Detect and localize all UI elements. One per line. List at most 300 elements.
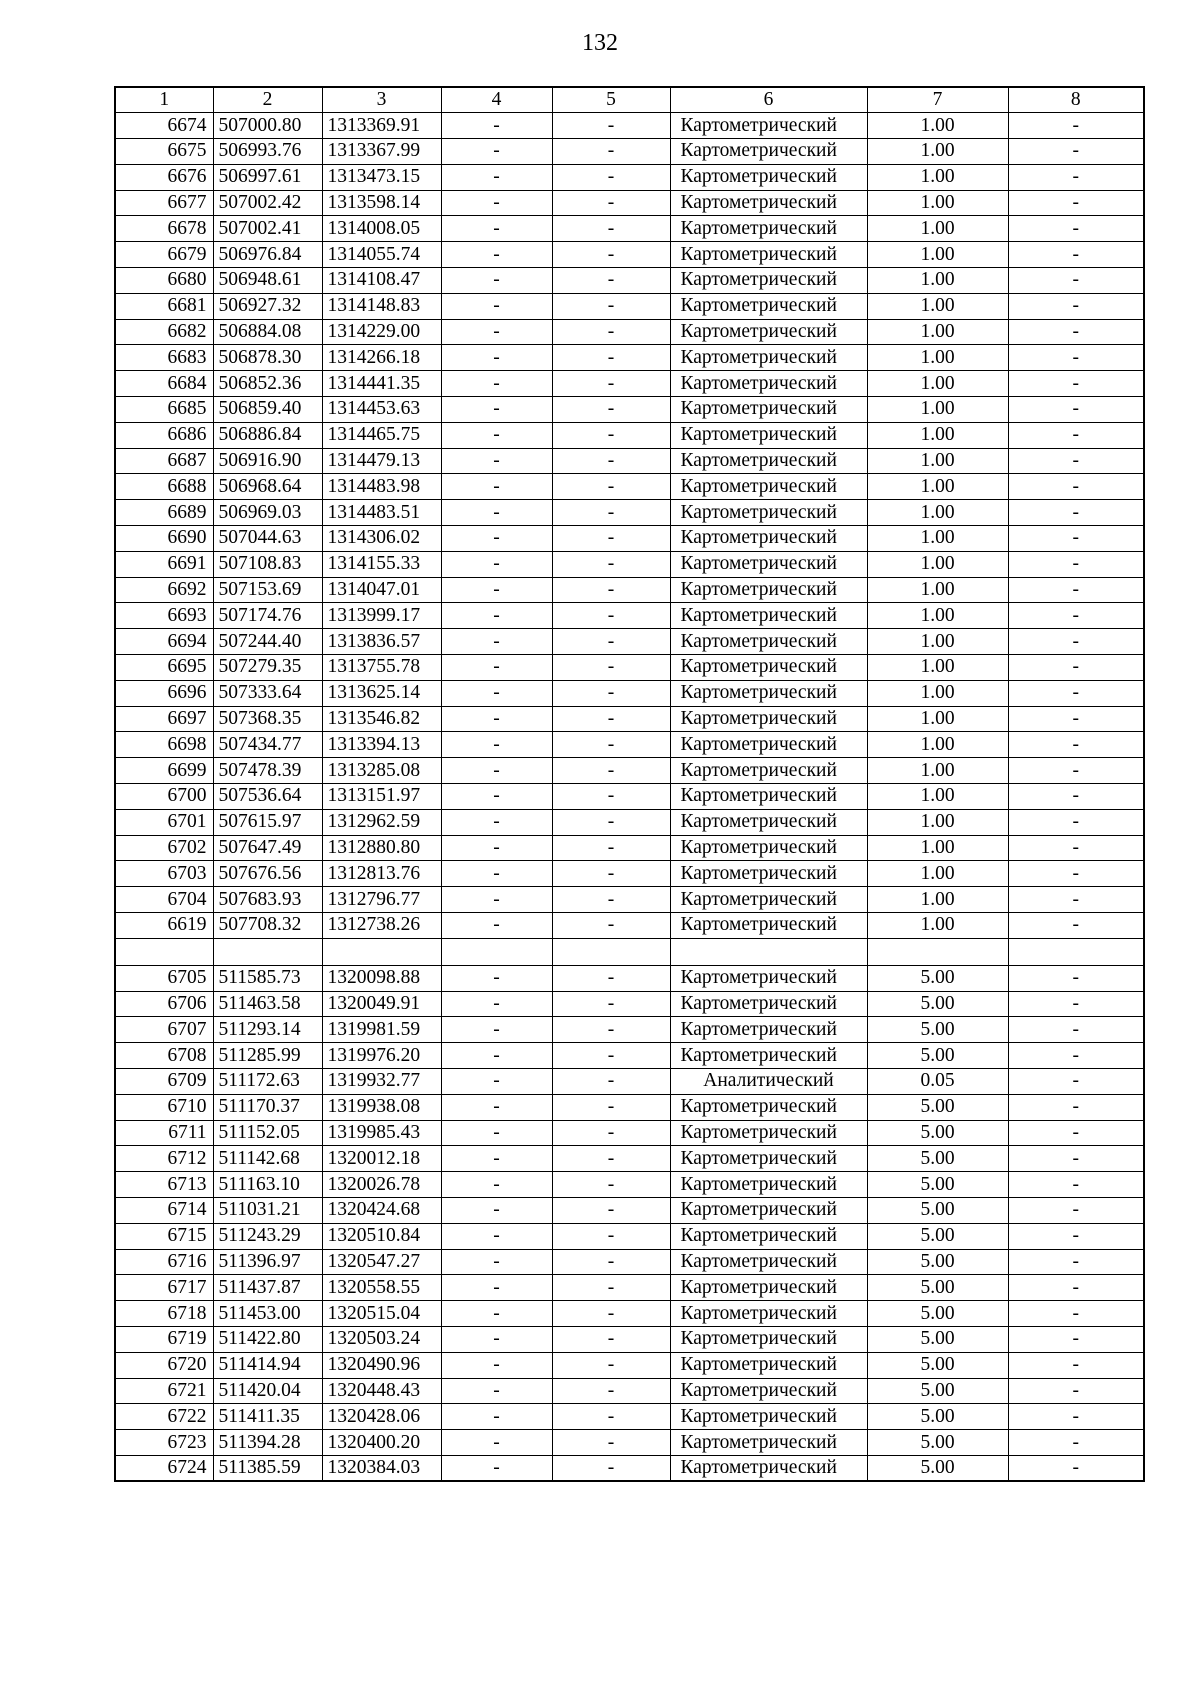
point-number-cell: 6711 [115,1120,213,1146]
y-coordinate-cell: 1320490.96 [322,1352,441,1378]
method-cell: Картометрический [670,887,867,913]
column-8-cell: - [1008,242,1144,268]
column-5-cell: - [552,448,670,474]
table-row [115,706,1144,732]
accuracy-cell: 1.00 [867,293,1008,319]
column-4-cell: - [441,1197,552,1223]
column-5-cell: - [552,861,670,887]
y-coordinate-cell: 1319976.20 [322,1043,441,1069]
point-number-cell: 6695 [115,655,213,681]
point-number-cell: 6689 [115,500,213,526]
column-4-cell: - [441,991,552,1017]
accuracy-cell: 5.00 [867,1172,1008,1198]
method-cell: Картометрический [670,913,867,939]
column-4-cell: - [441,551,552,577]
point-number-cell: 6694 [115,629,213,655]
column-8-cell: - [1008,1017,1144,1043]
column-8-cell: - [1008,268,1144,294]
column-8-cell: - [1008,190,1144,216]
column-4-cell: - [441,1172,552,1198]
column-4-cell: - [441,1120,552,1146]
method-cell: Картометрический [670,680,867,706]
method-cell: Картометрический [670,319,867,345]
accuracy-cell: 1.00 [867,319,1008,345]
point-number-cell: 6696 [115,680,213,706]
column-4-cell: - [441,732,552,758]
column-8-cell: - [1008,216,1144,242]
column-5-cell: - [552,887,670,913]
column-4-cell: - [441,1223,552,1249]
point-number-cell: 6706 [115,991,213,1017]
point-number-cell: 6684 [115,371,213,397]
column-8-cell: - [1008,551,1144,577]
method-cell [670,938,867,965]
accuracy-cell: 1.00 [867,758,1008,784]
column-8-cell: - [1008,1068,1144,1094]
y-coordinate-cell: 1314229.00 [322,319,441,345]
column-5-cell: - [552,1430,670,1456]
column-8-cell: - [1008,887,1144,913]
column-8-cell: - [1008,345,1144,371]
x-coordinate-cell: 511285.99 [213,1043,322,1069]
column-5-cell: - [552,1094,670,1120]
x-coordinate-cell: 507647.49 [213,835,322,861]
accuracy-cell: 0.05 [867,1068,1008,1094]
column-4-cell: - [441,913,552,939]
column-8-cell: - [1008,526,1144,552]
point-number-cell: 6681 [115,293,213,319]
column-4-cell: - [441,629,552,655]
method-cell: Картометрический [670,1043,867,1069]
y-coordinate-cell: 1313367.99 [322,139,441,165]
y-coordinate-cell: 1313151.97 [322,784,441,810]
x-coordinate-cell: 506969.03 [213,500,322,526]
table-row [115,1301,1144,1327]
point-number-cell: 6721 [115,1378,213,1404]
x-coordinate-cell: 507244.40 [213,629,322,655]
table-row [115,732,1144,758]
column-5-cell: - [552,1275,670,1301]
column-4-cell: - [441,113,552,139]
table-row [115,474,1144,500]
column-5-cell: - [552,1043,670,1069]
column-header: 3 [322,87,441,113]
table-row [115,422,1144,448]
column-8-cell: - [1008,732,1144,758]
accuracy-cell: 1.00 [867,809,1008,835]
column-5-cell: - [552,758,670,784]
y-coordinate-cell: 1312962.59 [322,809,441,835]
method-cell: Картометрический [670,139,867,165]
method-cell: Картометрический [670,1017,867,1043]
point-number-cell: 6718 [115,1301,213,1327]
column-4-cell: - [441,603,552,629]
method-cell: Картометрический [670,448,867,474]
table-row [115,1197,1144,1223]
accuracy-cell: 1.00 [867,551,1008,577]
column-4-cell: - [441,500,552,526]
column-8-cell: - [1008,1043,1144,1069]
y-coordinate-cell: 1320547.27 [322,1249,441,1275]
table-row [115,551,1144,577]
column-8-cell: - [1008,1197,1144,1223]
column-8-cell: - [1008,1223,1144,1249]
column-5-cell: - [552,1378,670,1404]
method-cell: Картометрический [670,758,867,784]
method-cell: Картометрический [670,1172,867,1198]
table-row [115,680,1144,706]
method-cell: Картометрический [670,164,867,190]
point-number-cell: 6716 [115,1249,213,1275]
accuracy-cell: 5.00 [867,1223,1008,1249]
x-coordinate-cell: 507536.64 [213,784,322,810]
point-number-cell: 6722 [115,1404,213,1430]
accuracy-cell: 5.00 [867,1120,1008,1146]
point-number-cell: 6702 [115,835,213,861]
table-row [115,1404,1144,1430]
y-coordinate-cell: 1320448.43 [322,1378,441,1404]
column-8-cell: - [1008,474,1144,500]
accuracy-cell: 1.00 [867,706,1008,732]
table-row [115,113,1144,139]
point-number-cell: 6692 [115,577,213,603]
x-coordinate-cell: 511411.35 [213,1404,322,1430]
y-coordinate-cell: 1314479.13 [322,448,441,474]
point-number-cell: 6675 [115,139,213,165]
table-row [115,809,1144,835]
column-4-cell: - [441,861,552,887]
y-coordinate-cell: 1312796.77 [322,887,441,913]
accuracy-cell: 5.00 [867,1249,1008,1275]
method-cell: Картометрический [670,293,867,319]
y-coordinate-cell: 1314155.33 [322,551,441,577]
column-4-cell: - [441,1430,552,1456]
column-4-cell: - [441,887,552,913]
y-coordinate-cell: 1320510.84 [322,1223,441,1249]
y-coordinate-cell: 1313369.91 [322,113,441,139]
column-5-cell: - [552,965,670,991]
y-coordinate-cell: 1314047.01 [322,577,441,603]
method-cell: Картометрический [670,577,867,603]
y-coordinate-cell: 1314008.05 [322,216,441,242]
column-4-cell: - [441,345,552,371]
point-number-cell: 6703 [115,861,213,887]
y-coordinate-cell: 1319985.43 [322,1120,441,1146]
accuracy-cell: 1.00 [867,448,1008,474]
column-5-cell: - [552,371,670,397]
column-8-cell: - [1008,1326,1144,1352]
point-number-cell: 6712 [115,1146,213,1172]
column-5-cell: - [552,706,670,732]
column-4-cell: - [441,526,552,552]
accuracy-cell: 1.00 [867,190,1008,216]
method-cell: Картометрический [670,1301,867,1327]
column-5-cell: - [552,551,670,577]
column-4-cell [441,938,552,965]
y-coordinate-cell: 1314483.98 [322,474,441,500]
table-row [115,371,1144,397]
table-row [115,526,1144,552]
accuracy-cell [867,938,1008,965]
table-row [115,1249,1144,1275]
column-5-cell: - [552,268,670,294]
column-5-cell: - [552,655,670,681]
column-4-cell: - [441,1068,552,1094]
x-coordinate-cell: 507708.32 [213,913,322,939]
column-8-cell: - [1008,448,1144,474]
x-coordinate-cell: 511396.97 [213,1249,322,1275]
column-4-cell: - [441,965,552,991]
column-5-cell: - [552,680,670,706]
column-5-cell: - [552,474,670,500]
y-coordinate-cell: 1313755.78 [322,655,441,681]
column-8-cell: - [1008,680,1144,706]
accuracy-cell: 1.00 [867,655,1008,681]
column-4-cell: - [441,268,552,294]
table-row [115,938,1144,965]
x-coordinate-cell: 507683.93 [213,887,322,913]
y-coordinate-cell: 1312813.76 [322,861,441,887]
table-row [115,887,1144,913]
method-cell: Картометрический [670,345,867,371]
x-coordinate-cell: 511170.37 [213,1094,322,1120]
method-cell: Картометрический [670,1249,867,1275]
point-number-cell: 6701 [115,809,213,835]
x-coordinate-cell: 511293.14 [213,1017,322,1043]
x-coordinate-cell: 506916.90 [213,448,322,474]
point-number-cell: 6714 [115,1197,213,1223]
column-5-cell: - [552,1017,670,1043]
x-coordinate-cell: 511163.10 [213,1172,322,1198]
column-4-cell: - [441,319,552,345]
y-coordinate-cell: 1313598.14 [322,190,441,216]
y-coordinate-cell: 1319938.08 [322,1094,441,1120]
column-header: 4 [441,87,552,113]
column-8-cell: - [1008,1120,1144,1146]
x-coordinate-cell: 507434.77 [213,732,322,758]
point-number-cell: 6717 [115,1275,213,1301]
accuracy-cell: 1.00 [867,680,1008,706]
point-number-cell: 6674 [115,113,213,139]
accuracy-cell: 5.00 [867,1197,1008,1223]
column-5-cell: - [552,113,670,139]
x-coordinate-cell: 506884.08 [213,319,322,345]
point-number-cell: 6720 [115,1352,213,1378]
method-cell: Картометрический [670,1094,867,1120]
accuracy-cell: 1.00 [867,242,1008,268]
x-coordinate-cell: 507615.97 [213,809,322,835]
column-4-cell: - [441,1017,552,1043]
y-coordinate-cell: 1320424.68 [322,1197,441,1223]
column-5-cell: - [552,216,670,242]
accuracy-cell: 1.00 [867,164,1008,190]
column-4-cell: - [441,242,552,268]
column-4-cell: - [441,1249,552,1275]
column-5-cell: - [552,397,670,423]
column-8-cell: - [1008,319,1144,345]
column-5-cell: - [552,1301,670,1327]
column-8-cell: - [1008,655,1144,681]
column-5-cell: - [552,913,670,939]
point-number-cell: 6710 [115,1094,213,1120]
point-number-cell: 6677 [115,190,213,216]
column-8-cell: - [1008,809,1144,835]
column-5-cell: - [552,1404,670,1430]
accuracy-cell: 5.00 [867,991,1008,1017]
y-coordinate-cell: 1313473.15 [322,164,441,190]
table-row [115,861,1144,887]
method-cell: Картометрический [670,1404,867,1430]
column-4-cell: - [441,835,552,861]
column-header: 2 [213,87,322,113]
column-8-cell: - [1008,139,1144,165]
column-5-cell: - [552,190,670,216]
column-5-cell: - [552,242,670,268]
table-row [115,242,1144,268]
column-8-cell: - [1008,422,1144,448]
y-coordinate-cell: 1314441.35 [322,371,441,397]
x-coordinate-cell: 511394.28 [213,1430,322,1456]
table-row [115,913,1144,939]
accuracy-cell: 5.00 [867,1043,1008,1069]
table-row [115,293,1144,319]
column-5-cell: - [552,526,670,552]
column-header: 5 [552,87,670,113]
table-row [115,784,1144,810]
column-8-cell: - [1008,784,1144,810]
y-coordinate-cell: 1320049.91 [322,991,441,1017]
method-cell: Картометрический [670,1146,867,1172]
column-5-cell: - [552,1068,670,1094]
y-coordinate-cell: 1314266.18 [322,345,441,371]
x-coordinate-cell: 507368.35 [213,706,322,732]
method-cell: Картометрический [670,242,867,268]
column-8-cell: - [1008,371,1144,397]
column-5-cell: - [552,809,670,835]
x-coordinate-cell: 511414.94 [213,1352,322,1378]
x-coordinate-cell: 506859.40 [213,397,322,423]
point-number-cell: 6715 [115,1223,213,1249]
table-row [115,629,1144,655]
column-8-cell: - [1008,1404,1144,1430]
method-cell: Картометрический [670,784,867,810]
column-8-cell: - [1008,397,1144,423]
x-coordinate-cell: 511453.00 [213,1301,322,1327]
table-row [115,1352,1144,1378]
point-number-cell: 6704 [115,887,213,913]
method-cell: Картометрический [670,655,867,681]
method-cell: Картометрический [670,835,867,861]
column-8-cell: - [1008,1455,1144,1481]
method-cell: Картометрический [670,1326,867,1352]
y-coordinate-cell: 1313285.08 [322,758,441,784]
x-coordinate-cell: 507676.56 [213,861,322,887]
accuracy-cell: 1.00 [867,887,1008,913]
y-coordinate-cell: 1313546.82 [322,706,441,732]
point-number-cell: 6688 [115,474,213,500]
y-coordinate-cell: 1320503.24 [322,1326,441,1352]
method-cell: Картометрический [670,1197,867,1223]
point-number-cell: 6719 [115,1326,213,1352]
x-coordinate-cell: 507002.42 [213,190,322,216]
y-coordinate-cell: 1320012.18 [322,1146,441,1172]
accuracy-cell: 1.00 [867,113,1008,139]
x-coordinate-cell: 506852.36 [213,371,322,397]
method-cell: Картометрический [670,1223,867,1249]
y-coordinate-cell: 1320384.03 [322,1455,441,1481]
column-4-cell: - [441,680,552,706]
method-cell: Картометрический [670,1120,867,1146]
accuracy-cell: 1.00 [867,139,1008,165]
column-5-cell: - [552,784,670,810]
method-cell: Картометрический [670,1275,867,1301]
table-row [115,835,1144,861]
point-number-cell: 6687 [115,448,213,474]
point-number-cell: 6707 [115,1017,213,1043]
point-number-cell: 6713 [115,1172,213,1198]
column-5-cell [552,938,670,965]
x-coordinate-cell: 511585.73 [213,965,322,991]
accuracy-cell: 5.00 [867,1094,1008,1120]
column-5-cell: - [552,1172,670,1198]
column-4-cell: - [441,190,552,216]
column-8-cell: - [1008,1146,1144,1172]
column-8-cell: - [1008,913,1144,939]
accuracy-cell: 1.00 [867,216,1008,242]
x-coordinate-cell: 511420.04 [213,1378,322,1404]
table-row [115,1043,1144,1069]
column-5-cell: - [552,1120,670,1146]
column-4-cell: - [441,809,552,835]
table-row [115,1017,1144,1043]
column-8-cell: - [1008,1378,1144,1404]
accuracy-cell: 5.00 [867,1146,1008,1172]
column-4-cell: - [441,1275,552,1301]
column-4-cell: - [441,422,552,448]
table-row [115,190,1144,216]
column-8-cell: - [1008,1352,1144,1378]
method-cell: Картометрический [670,500,867,526]
point-number-cell: 6676 [115,164,213,190]
x-coordinate-cell: 507333.64 [213,680,322,706]
method-cell: Картометрический [670,991,867,1017]
table-row [115,1223,1144,1249]
accuracy-cell: 1.00 [867,526,1008,552]
column-8-cell: - [1008,293,1144,319]
point-number-cell: 6699 [115,758,213,784]
y-coordinate-cell: 1314483.51 [322,500,441,526]
column-8-cell: - [1008,1249,1144,1275]
x-coordinate-cell: 507044.63 [213,526,322,552]
column-5-cell: - [552,345,670,371]
table-row [115,1430,1144,1456]
method-cell: Картометрический [670,474,867,500]
y-coordinate-cell: 1313836.57 [322,629,441,655]
y-coordinate-cell: 1314148.83 [322,293,441,319]
column-5-cell: - [552,732,670,758]
column-5-cell: - [552,629,670,655]
column-8-cell: - [1008,603,1144,629]
accuracy-cell: 1.00 [867,732,1008,758]
column-4-cell: - [441,1378,552,1404]
accuracy-cell: 5.00 [867,1326,1008,1352]
accuracy-cell: 5.00 [867,1378,1008,1404]
table-row [115,397,1144,423]
y-coordinate-cell: 1320098.88 [322,965,441,991]
method-cell: Картометрический [670,629,867,655]
column-8-cell: - [1008,1301,1144,1327]
accuracy-cell: 1.00 [867,500,1008,526]
